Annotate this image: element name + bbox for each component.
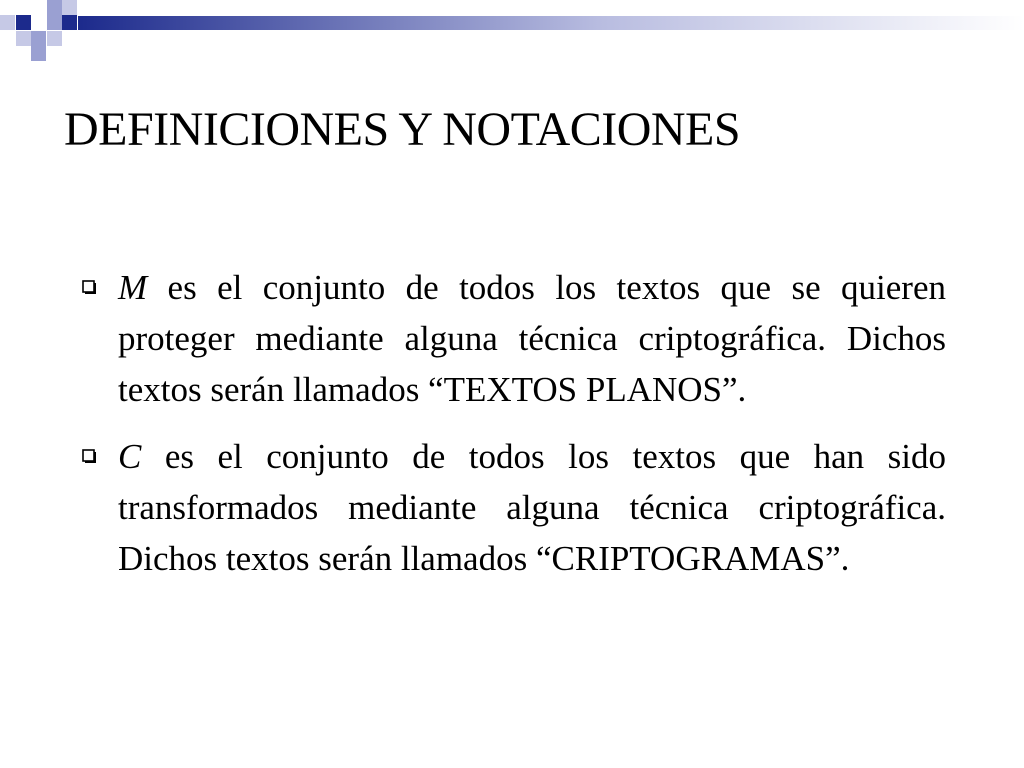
bullet-item-ciphertext (80, 431, 946, 584)
bullet-item-plaintext (80, 262, 946, 415)
hollow-square-icon (82, 280, 97, 295)
checker-squares-icon (0, 0, 1024, 70)
set-symbol: C (118, 437, 142, 476)
bullet-text: es el conjunto de todos los textos que han sido transformados mediante alguna técnica criptográfica. Dichos textos serán llamados “CRIPTOGRAMAS”. (118, 437, 946, 578)
hollow-square-icon (82, 449, 97, 464)
bullet-text: es el conjunto de todos los textos que se quieren proteger mediante alguna técnica criptográfica. Dichos textos serán llamados “TEXTOS PLANOS”. (118, 268, 946, 409)
set-symbol: M (118, 268, 148, 307)
slide-title: DEFINICIONES Y NOTACIONES (64, 103, 741, 156)
bullet-list (80, 262, 946, 600)
header-decoration (0, 0, 1024, 70)
